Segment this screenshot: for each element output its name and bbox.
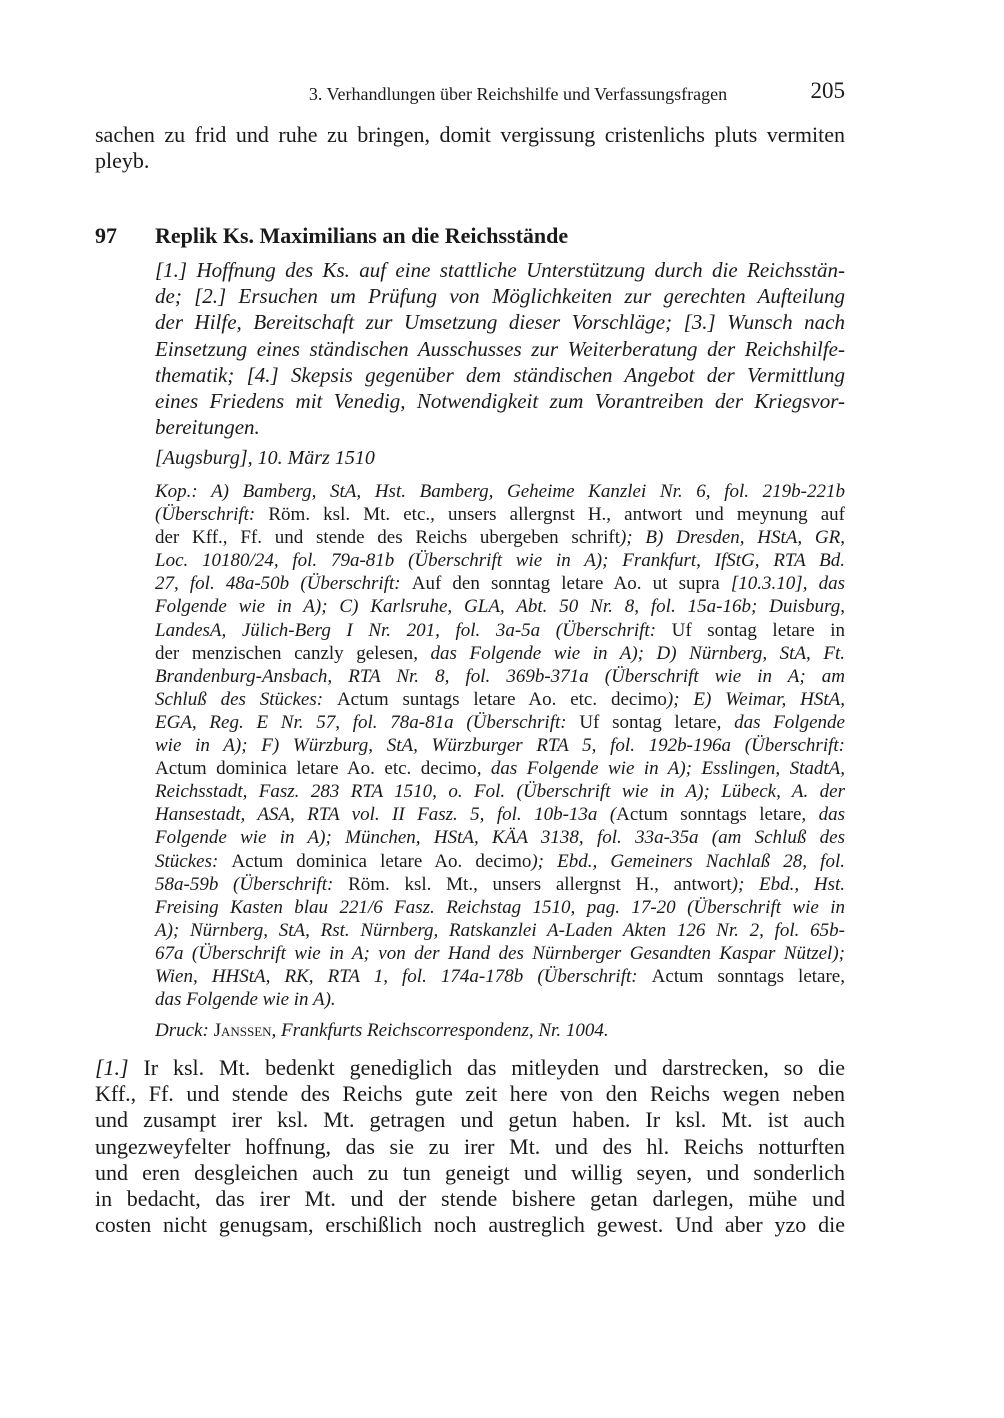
italic-segment: Wien, HHStA, RK, RTA 1, fol. 174a-178b (Überschrift: (155, 965, 652, 987)
italic-segment: Kop.: A) Bamberg, StA, Hst. Bamberg, Geheime Kanzlei Nr. 6, fol. 219b-221b (155, 481, 845, 502)
italic-segment: ); E) Weimar, HStA, (666, 688, 845, 710)
regest (155, 257, 845, 440)
document-number: 97 (95, 223, 117, 248)
roman-segment: Uf sontag letare in (671, 619, 845, 641)
italic-segment: EGA, Reg. E Nr. 57, fol. 78a-81a (Überschrift: (155, 711, 580, 733)
text-line (155, 595, 845, 618)
italic-segment: wie in A); F) Würzburg, StA, Würzburger RTA 5, fol. 192b-196a (Überschrift: (155, 735, 845, 757)
text-line (95, 1081, 845, 1107)
text-line (95, 1055, 845, 1081)
roman-segment: bereitungen. (155, 415, 260, 440)
italic-segment: Folgende wie in A); C) Karlsruhe, GLA, Abt. 50 Nr. 8, fol. 15a-16b; Duisburg, (155, 596, 845, 618)
text-line (155, 642, 845, 665)
italic-segment: ); Ebd., Hst. (731, 873, 846, 895)
text-line (155, 734, 845, 757)
druck-author: Janssen (213, 1020, 272, 1041)
roman-segment: Uf sontag letare (579, 711, 717, 733)
running-head (95, 80, 845, 108)
text-line (155, 480, 845, 503)
text-line (155, 757, 845, 780)
text-line (155, 919, 845, 942)
roman-segment: [1.] Hoffnung des Ks. auf eine stattliche Unterstützung durch die Reichsstän- (155, 258, 845, 282)
text-line (155, 965, 845, 988)
italic-segment: 67a (Überschrift wie in A; von der Hand des Nürnberger Gesandten Kaspar Nützel); (155, 942, 845, 964)
roman-segment: in bedacht, das irer Mt. und der stende bishere getan darlegen, mühe und (95, 1186, 845, 1212)
roman-segment: eines Friedens mit Venedig, Notwendigkeit zum Vorantreiben der Kriegsvor- (155, 389, 845, 414)
text-line (155, 850, 845, 873)
running-title: 3. Verhandlungen über Reichshilfe und Verfassungsfragen (308, 84, 728, 104)
document-date: [Augsburg], 10. März 1510 (155, 447, 375, 469)
italic-segment: A); Nürnberg, StA, Rst. Nürnberg, Ratskanzlei A-Laden Akten 126 Nr. 2, fol. 65b- (155, 919, 845, 941)
italic-segment: LandesA, Jülich-Berg I Nr. 201, fol. 3a-5a (Überschrift: (155, 619, 672, 641)
text-line (95, 148, 845, 174)
text-line (155, 309, 845, 335)
italic-segment: 58a-59b (Überschrift: (155, 873, 349, 895)
italic-segment: , das Folgende (716, 711, 845, 733)
druck-label: Druck: (155, 1020, 214, 1041)
source-apparatus (155, 480, 845, 1011)
text-line (155, 503, 845, 526)
text-line (155, 803, 845, 826)
italic-segment: (Überschrift: (155, 504, 269, 526)
text-line (155, 780, 845, 803)
intro-paragraph (95, 122, 845, 174)
text-line (155, 665, 845, 688)
roman-segment: Actum sonntags letare (616, 804, 802, 826)
document-title: Replik Ks. Maximilians an die Reichsstände (155, 223, 569, 248)
italic-segment: , das Folgende wie in A); D) Nürnberg, StA, Ft. (413, 642, 845, 664)
roman-segment: und eren desgleichen auch zu tun geneigt und willig seyen, und sonderlich (95, 1159, 845, 1185)
italic-segment: , das (801, 804, 845, 826)
roman-segment: Actum dominica letare Ao. decimo (231, 850, 532, 872)
roman-segment: ungezweyfelter hoffnung, das sie zu irer Mt. und des hl. Reichs notturften (95, 1133, 845, 1159)
roman-segment: Kff., Ff. und stende des Reichs gute zeit here von den Reichs wegen neben (95, 1081, 845, 1107)
text-line (155, 688, 845, 711)
roman-segment: pleyb. (95, 148, 150, 173)
roman-segment: Einsetzung eines ständischen Ausschusses zur Weiterberatung der Reichshilfe- (155, 336, 845, 361)
roman-segment: Actum sonntags letare (651, 965, 841, 987)
italic-segment: Schluß des Stückes: (155, 688, 337, 710)
text-line (155, 988, 845, 1011)
italic-segment: ); Ebd., Gemeiners Nachlaß 28, fol. (531, 850, 845, 872)
roman-segment: der menzischen canzly gelesen (155, 642, 414, 664)
text-line (155, 826, 845, 849)
roman-segment: der Hilfe, Bereitschaft zur Umsetzung dieser Vorschläge; [3.] Wunsch nach (155, 310, 845, 335)
italic-segment: , das Folgende wie in A); Esslingen, StadtA, (476, 758, 845, 780)
italic-segment: Stückes: (155, 850, 232, 872)
text-line (155, 362, 845, 388)
roman-segment: thematik; [4.] Skepsis gegenüber dem ständischen Angebot der Vermittlung (155, 362, 845, 387)
italic-segment: Folgende wie in A); München, HStA, KÄA 3138, fol. 33a-35a (am Schluß des (155, 827, 845, 849)
italic-segment: Loc. 10180/24, fol. 79a-81b (Überschrift wie in A); Frankfurt, IfStG, RTA Bd. (155, 550, 845, 572)
text-line (155, 873, 845, 896)
roman-segment: de; [2.] Ersuchen um Prüfung von Möglichkeiten zur gerechten Aufteilung (155, 284, 845, 309)
text-line (95, 1212, 845, 1238)
text-line (95, 1160, 845, 1186)
italic-segment: [1.] (95, 1055, 144, 1080)
text-line (155, 388, 845, 414)
text-line (95, 1186, 845, 1212)
text-line (155, 283, 845, 309)
roman-segment: der Kff., Ff. und stende des Reichs ubergeben schrift (155, 527, 620, 549)
roman-segment: Röm. ksl. Mt. etc., unsers allergnst H., antwort und meynung auf (268, 504, 845, 526)
text-line (155, 711, 845, 734)
print-reference (155, 1020, 609, 1042)
body-paragraph (95, 1055, 845, 1238)
text-line (95, 122, 845, 148)
page-number: 205 (810, 78, 845, 103)
text-line (155, 619, 845, 642)
italic-segment: Reichsstadt, Fasz. 283 RTA 1510, o. Fol. (Überschrift wie in A); Lübeck, A. der (155, 781, 845, 803)
italic-segment: ); B) Dresden, HStA, GR, (619, 527, 845, 549)
italic-segment: Freising Kasten blau 221/6 Fasz. Reichstag 1510, pag. 17-20 (Überschrift wie in (155, 896, 845, 918)
italic-segment: 27, fol. 48a-50b (Überschrift: (155, 573, 412, 595)
roman-segment: Actum suntags letare Ao. etc. decimo (336, 688, 667, 710)
roman-segment: Ir ksl. Mt. bedenkt genediglich das mitleyden und darstrecken, so die (143, 1055, 845, 1080)
text-line (95, 1134, 845, 1160)
italic-segment: das Folgende wie in A). (155, 989, 336, 1011)
text-line (155, 572, 845, 595)
roman-segment: Auf den sonntag letare Ao. ut supra (411, 573, 731, 595)
text-line (155, 526, 845, 549)
text-line (155, 257, 845, 283)
druck-title: , Frankfurts Reichscorrespondenz, Nr. 1004. (271, 1020, 609, 1041)
text-line (155, 549, 845, 572)
italic-segment: [10.3.10], das (730, 573, 845, 595)
text-line (95, 1107, 845, 1133)
italic-segment: Hansestadt, ASA, RTA vol. II Fasz. 5, fol. 10b-13a ( (155, 804, 617, 826)
text-line (155, 336, 845, 362)
text-line (155, 414, 845, 440)
roman-segment: costen nicht genugsam, erschißlich noch austreglich gewest. Und aber yzo die (95, 1212, 845, 1238)
text-line (155, 896, 845, 919)
roman-segment: Röm. ksl. Mt., unsers allergnst H., antwort (348, 873, 732, 895)
roman-segment: und zusampt irer ksl. Mt. getragen und getun haben. Ir ksl. Mt. ist auch (95, 1107, 845, 1133)
roman-segment: sachen zu frid und ruhe zu bringen, domit vergissung cristenlichs pluts vermiten (95, 122, 845, 147)
text-line (155, 942, 845, 965)
italic-segment: Brandenburg-Ansbach, RTA Nr. 8, fol. 369b-371a (Überschrift wie in A; am (155, 665, 845, 687)
roman-segment: Actum dominica letare Ao. etc. decimo (155, 758, 477, 780)
italic-segment: , (840, 965, 845, 987)
